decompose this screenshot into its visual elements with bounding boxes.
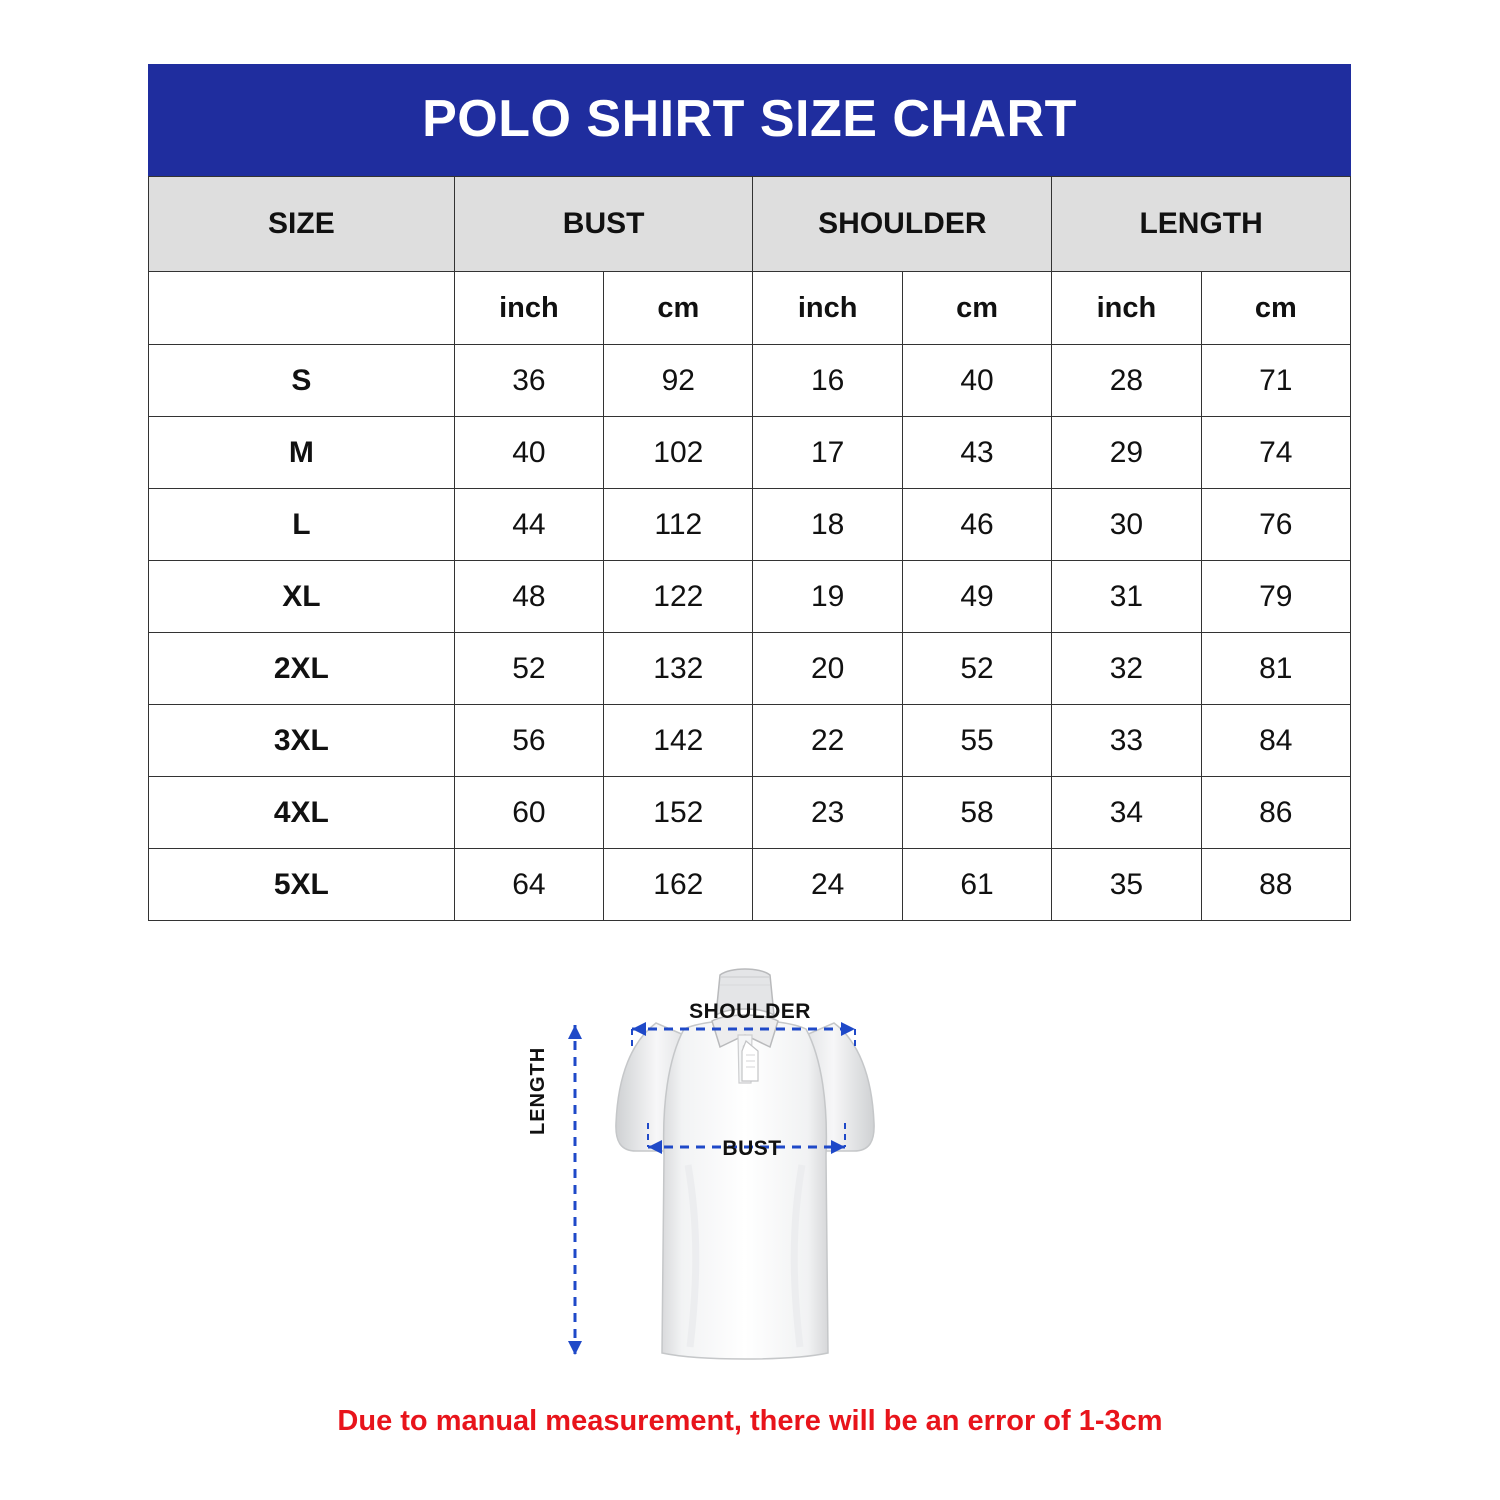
unit-shoulder-cm: cm xyxy=(902,272,1051,345)
cell-size: L xyxy=(149,489,455,561)
measurement-note: Due to manual measurement, there will be an error of 1-3cm xyxy=(337,1405,1163,1437)
header-size: SIZE xyxy=(149,177,455,272)
table-row xyxy=(149,705,1351,777)
cell-length-inch: 31 xyxy=(1052,561,1201,633)
table-row xyxy=(149,489,1351,561)
cell-shoulder-cm: 40 xyxy=(902,345,1051,417)
cell-shoulder-inch: 24 xyxy=(753,849,902,921)
cell-bust-cm: 112 xyxy=(604,489,753,561)
cell-size: 3XL xyxy=(149,705,455,777)
cell-bust-inch: 60 xyxy=(454,777,603,849)
cell-shoulder-cm: 55 xyxy=(902,705,1051,777)
cell-length-cm: 81 xyxy=(1201,633,1350,705)
header-length: LENGTH xyxy=(1052,177,1351,272)
cell-length-cm: 84 xyxy=(1201,705,1350,777)
cell-shoulder-inch: 23 xyxy=(753,777,902,849)
table-group-header-row xyxy=(149,177,1351,272)
cell-size: XL xyxy=(149,561,455,633)
cell-length-inch: 34 xyxy=(1052,777,1201,849)
cell-bust-cm: 122 xyxy=(604,561,753,633)
cell-length-inch: 33 xyxy=(1052,705,1201,777)
measurement-illustration xyxy=(0,955,1500,1395)
cell-bust-cm: 152 xyxy=(604,777,753,849)
cell-shoulder-inch: 20 xyxy=(753,633,902,705)
cell-length-cm: 71 xyxy=(1201,345,1350,417)
cell-length-inch: 32 xyxy=(1052,633,1201,705)
cell-size: 5XL xyxy=(149,849,455,921)
table-row xyxy=(149,345,1351,417)
cell-length-inch: 30 xyxy=(1052,489,1201,561)
size-chart-table xyxy=(148,176,1351,921)
table-row xyxy=(149,849,1351,921)
unit-shoulder-inch: inch xyxy=(753,272,902,345)
cell-length-cm: 74 xyxy=(1201,417,1350,489)
cell-length-inch: 29 xyxy=(1052,417,1201,489)
unit-length-inch: inch xyxy=(1052,272,1201,345)
cell-shoulder-inch: 22 xyxy=(753,705,902,777)
cell-shoulder-cm: 52 xyxy=(902,633,1051,705)
cell-size: 4XL xyxy=(149,777,455,849)
size-chart-table-container xyxy=(148,64,1351,921)
cell-size: S xyxy=(149,345,455,417)
table-row xyxy=(149,561,1351,633)
cell-shoulder-cm: 49 xyxy=(902,561,1051,633)
unit-bust-inch: inch xyxy=(454,272,603,345)
cell-length-cm: 88 xyxy=(1201,849,1350,921)
cell-bust-cm: 142 xyxy=(604,705,753,777)
cell-shoulder-inch: 16 xyxy=(753,345,902,417)
unit-blank xyxy=(149,272,455,345)
cell-bust-inch: 44 xyxy=(454,489,603,561)
header-shoulder: SHOULDER xyxy=(753,177,1052,272)
shoulder-label: SHOULDER xyxy=(689,1000,811,1023)
cell-bust-inch: 56 xyxy=(454,705,603,777)
cell-bust-cm: 162 xyxy=(604,849,753,921)
cell-shoulder-inch: 19 xyxy=(753,561,902,633)
cell-shoulder-cm: 43 xyxy=(902,417,1051,489)
unit-length-cm: cm xyxy=(1201,272,1350,345)
table-row xyxy=(149,777,1351,849)
cell-bust-inch: 40 xyxy=(454,417,603,489)
unit-bust-cm: cm xyxy=(604,272,753,345)
cell-shoulder-cm: 46 xyxy=(902,489,1051,561)
bust-label: BUST xyxy=(722,1137,782,1160)
cell-shoulder-cm: 61 xyxy=(902,849,1051,921)
cell-shoulder-inch: 18 xyxy=(753,489,902,561)
cell-shoulder-inch: 17 xyxy=(753,417,902,489)
cell-bust-inch: 36 xyxy=(454,345,603,417)
cell-length-cm: 86 xyxy=(1201,777,1350,849)
cell-size: M xyxy=(149,417,455,489)
cell-bust-inch: 52 xyxy=(454,633,603,705)
chart-title: POLO SHIRT SIZE CHART xyxy=(148,64,1351,176)
cell-bust-cm: 102 xyxy=(604,417,753,489)
cell-length-cm: 76 xyxy=(1201,489,1350,561)
table-row xyxy=(149,633,1351,705)
header-bust: BUST xyxy=(454,177,753,272)
cell-bust-cm: 92 xyxy=(604,345,753,417)
length-label: LENGTH xyxy=(527,1046,549,1135)
cell-length-cm: 79 xyxy=(1201,561,1350,633)
cell-shoulder-cm: 58 xyxy=(902,777,1051,849)
cell-length-inch: 35 xyxy=(1052,849,1201,921)
cell-bust-inch: 64 xyxy=(454,849,603,921)
cell-bust-inch: 48 xyxy=(454,561,603,633)
cell-length-inch: 28 xyxy=(1052,345,1201,417)
table-row xyxy=(149,417,1351,489)
table-unit-header-row xyxy=(149,272,1351,345)
cell-bust-cm: 132 xyxy=(604,633,753,705)
cell-size: 2XL xyxy=(149,633,455,705)
